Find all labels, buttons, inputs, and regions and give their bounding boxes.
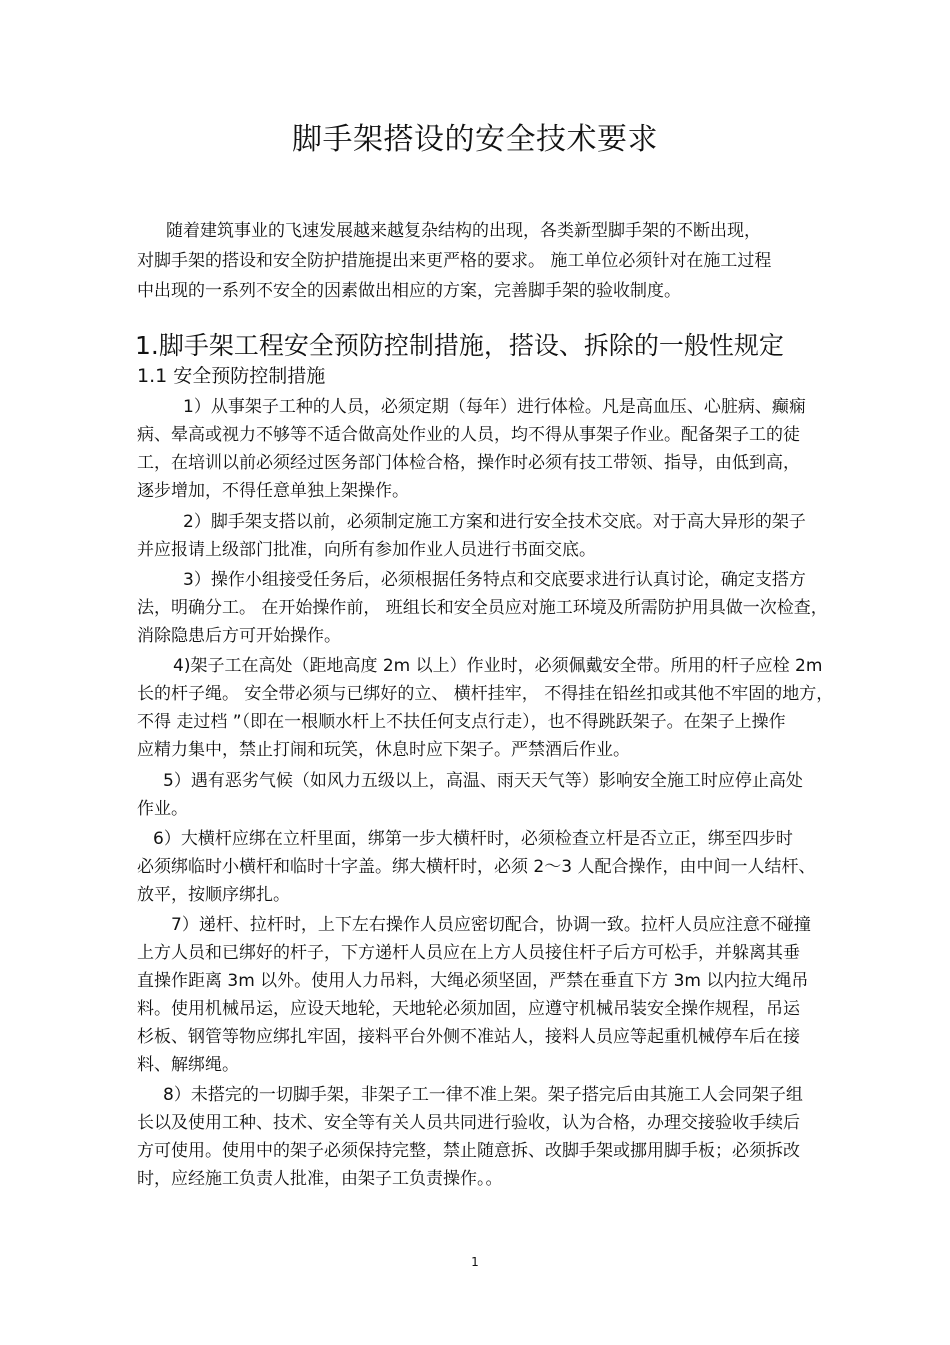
item-line: 法，明确分工。 在开始操作前， 班组长和安全员应对施工环境及所需防护用具做一次检查， (137, 598, 828, 618)
intro-line: 中出现的一系列不安全的因素做出相应的方案，完善脚手架的验收制度。 (137, 281, 681, 301)
item-line: 应精力集中，禁止打闹和玩笑，休息时应下架子。严禁酒后作业。 (137, 740, 630, 760)
item-line: 料、解绑绳。 (137, 1055, 239, 1075)
item-line: 长的杆子绳。 安全带必须与已绑好的立、 横杆挂牢， 不得挂在铅丝扣或其他不牢固的地方， (137, 684, 834, 704)
item-line: 7）递杆、拉杆时，上下左右操作人员应密切配合，协调一致。拉杆人员应注意不碰撞 (171, 915, 811, 935)
item-line: 1）从事架子工种的人员，必须定期（每年）进行体检。凡是高血压、心脏病、癫痫 (183, 397, 806, 417)
item-line: 2）脚手架支搭以前，必须制定施工方案和进行安全技术交底。对于高大异形的架子 (183, 512, 806, 532)
item-line: 不得 走过档 ”（即在一根顺水杆上不扶任何支点行走），也不得跳跃架子。在架子上操作 (137, 712, 786, 732)
section-heading: 1.脚手架工程安全预防控制措施，搭设、拆除的一般性规定 (135, 331, 784, 360)
intro-line: 对脚手架的搭设和安全防护措施提出来更严格的要求。 施工单位必须针对在施工过程 (137, 251, 772, 271)
item-line: 6）大横杆应绑在立杆里面，绑第一步大横杆时，必须检查立杆是否立正，绑至四步时 (153, 829, 793, 849)
item-line: 5）遇有恶劣气候（如风力五级以上，高温、雨天天气等）影响安全施工时应停止高处 (163, 771, 803, 791)
item-line: 方可使用。使用中的架子必须保持完整，禁止随意拆、改脚手架或挪用脚手板；必须拆改 (137, 1141, 800, 1161)
page-number: 1 (471, 1255, 479, 1269)
item-line: 杉板、钢管等物应绑扎牢固，接料平台外侧不准站人，接料人员应等起重机械停车后在接 (137, 1027, 800, 1047)
item-line: 上方人员和已绑好的杆子，下方递杆人员应在上方人员接住杆子后方可松手，并躲离其垂 (137, 943, 800, 963)
item-line: 直操作距离 3m 以外。使用人力吊料，大绳必须坚固，严禁在垂直下方 3m 以内拉大绳吊 (137, 971, 809, 991)
item-line: 病、晕高或视力不够等不适合做高处作业的人员，均不得从事架子作业。配备架子工的徒 (137, 425, 800, 445)
item-line: 并应报请上级部门批准，向所有参加作业人员进行书面交底。 (137, 540, 596, 560)
intro-line: 随着建筑事业的飞速发展越来越复杂结构的出现，各类新型脚手架的不断出现， (166, 221, 761, 241)
item-line: 3）操作小组接受任务后，必须根据任务特点和交底要求进行认真讨论，确定支搭方 (183, 570, 806, 590)
item-line: 必须绑临时小横杆和临时十字盖。绑大横杆时，必须 2～3 人配合操作，由中间一人结杆、 (137, 857, 816, 877)
item-line: 时，应经施工负责人批准，由架子工负责操作。。 (137, 1169, 503, 1189)
item-line: 长以及使用工种、技术、安全等有关人员共同进行验收，认为合格，办理交接验收手续后 (137, 1113, 800, 1133)
item-line: 消除隐患后方可开始操作。 (137, 626, 341, 646)
document-title: 脚手架搭设的安全技术要求 (292, 122, 658, 157)
item-line: 料。使用机械吊运，应设天地轮，天地轮必须加固，应遵守机械吊装安全操作规程，吊运 (137, 999, 800, 1019)
subsection-heading: 1.1 安全预防控制措施 (137, 365, 326, 387)
item-line: 逐步增加，不得任意单独上架操作。 (137, 481, 409, 501)
item-line: 4)架子工在高处（距地高度 2m 以上）作业时，必须佩戴安全带。所用的杆子应栓 2m (173, 656, 823, 676)
item-line: 工，在培训以前必须经过医务部门体检合格，操作时必须有技工带领、指导，由低到高， (137, 453, 800, 473)
item-line: 放平，按顺序绑扎。 (137, 885, 290, 905)
item-line: 8）未搭完的一切脚手架，非架子工一律不准上架。架子搭完后由其施工人会同架子组 (163, 1085, 803, 1105)
item-line: 作业。 (137, 799, 188, 819)
